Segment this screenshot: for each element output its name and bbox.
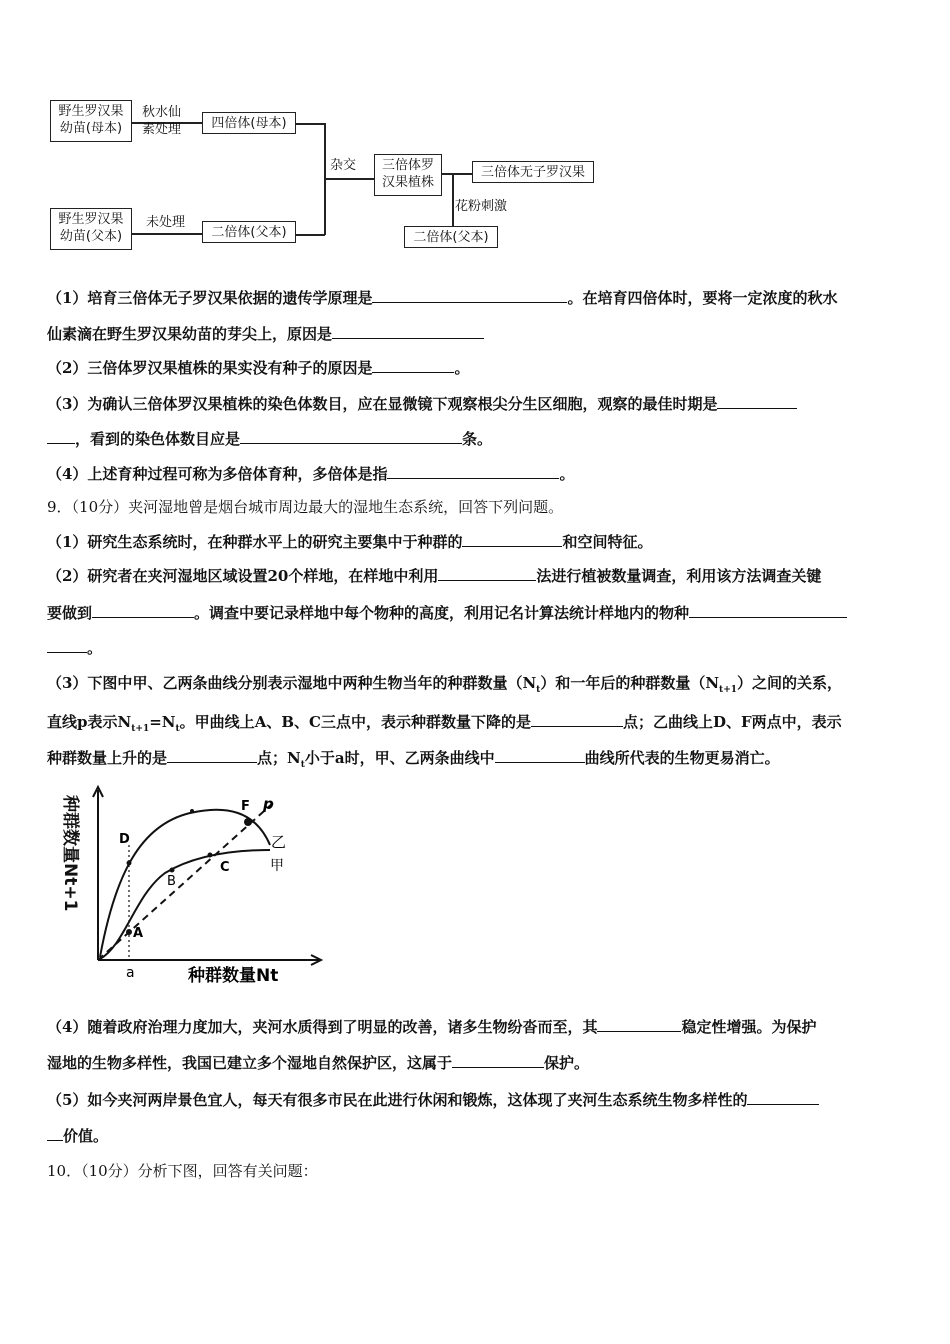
blank[interactable] (332, 323, 484, 339)
q9-line3 (47, 602, 847, 623)
point-c (208, 853, 213, 858)
box-triploid-line2: 汉果植株 (381, 175, 434, 190)
q9-p3n: 曲线所代表的生物更易消亡。 (584, 749, 780, 767)
q9-p2a: （2）研究者在夹河湿地区域设置 (47, 567, 268, 585)
q9-p3h-df: D、F (712, 713, 752, 731)
q9-p3d-p: p (77, 713, 88, 731)
q8-p3c: 条。 (462, 430, 493, 448)
q9-p2num: 20 (267, 567, 289, 585)
line-diploid-out (296, 234, 325, 236)
point-b (170, 868, 175, 873)
blank[interactable] (495, 747, 585, 763)
q8-p3b: ，看到的染色体数目应是 (75, 430, 241, 448)
box-wild-father-line1: 野生罗汉果 (58, 212, 124, 227)
q9-p3h: 点；乙曲线上 (622, 713, 713, 731)
q9-p3f: 。甲曲线上 (179, 713, 255, 731)
label-pollen: 花粉刺激 (455, 199, 508, 214)
q9-line11 (47, 1125, 108, 1146)
q8-p1c: 仙素滴在野生罗汉果幼苗的芽尖上，原因是 (47, 325, 333, 343)
q9-line7 (47, 747, 780, 775)
q8-p4a: （4）上述育种过程可称为多倍体育种，多倍体是指 (47, 465, 388, 483)
blank[interactable] (47, 637, 87, 653)
q9-p5b: 价值。 (63, 1127, 109, 1145)
blank[interactable] (747, 1089, 819, 1105)
point-a (126, 929, 132, 935)
line-to-triploid (324, 178, 374, 180)
blank[interactable] (372, 357, 454, 373)
label-yi: 乙 (271, 833, 287, 851)
q9-p1b: 和空间特征。 (562, 533, 653, 551)
q8-p2a: （2）三倍体罗汉果植株的果实没有种子的原因是 (47, 359, 373, 377)
q8-p3a: （3）为确认三倍体罗汉果植株的染色体数目，应在显微镜下观察根尖分生区细胞，观察的最佳时期是 (47, 395, 718, 413)
blank[interactable] (92, 602, 194, 618)
q8-p1a: （1）培育三倍体无子罗汉果依据的遗传学原理是 (47, 289, 373, 307)
q9-line10 (47, 1089, 819, 1110)
q9-line9 (47, 1052, 589, 1073)
box-wild-father (50, 208, 132, 250)
q9-line4 (47, 637, 102, 658)
blank[interactable] (240, 428, 462, 444)
box-diploid: 二倍体(父本) (202, 221, 296, 243)
q9-p3m: 时，甲、乙两条曲线中 (344, 749, 495, 767)
q9-p3k: 点；N (257, 749, 301, 767)
q8-line5 (47, 428, 492, 449)
label-p: p (263, 795, 274, 813)
q9-p4a: （4）随着政府治理力度加大，夹河水质得到了明显的改善，诸多生物纷沓而至，其 (47, 1018, 598, 1036)
box-triploid-plant (374, 154, 442, 196)
label-A: A (133, 926, 144, 941)
label-colchicine-line1: 秋水仙 (142, 105, 182, 120)
point-top (190, 809, 194, 813)
q9-p3f-abc: A、B、C (254, 713, 321, 731)
q9-head: 9．（10分）夹河湿地曾是烟台城市周边最大的湿地生态系统，回答下列问题。 (47, 498, 564, 516)
q9-p2f: 。 (87, 639, 103, 657)
label-C: C (220, 860, 230, 875)
blank[interactable] (689, 602, 847, 618)
q9-p1a: （1）研究生态系统时，在种群水平上的研究主要集中于种群的 (47, 533, 463, 551)
q9-p3e-sub1: t+1 (131, 724, 150, 734)
q9-p4d: 保护。 (544, 1054, 590, 1072)
box-wild-father-line2: 幼苗(父本) (59, 229, 123, 244)
q8-line3 (47, 357, 469, 378)
blank[interactable] (167, 747, 257, 763)
breeding-diagram (40, 90, 660, 260)
x-tick-a: a (126, 965, 135, 981)
label-F: F (241, 799, 250, 814)
q9-line8 (47, 1016, 816, 1037)
q9-p2e: 。调查中要记录样地中每个物种的高度，利用记名计算法统计样地内的物种 (194, 604, 690, 622)
q9-p3a: （3）下图中甲、乙两条曲线分别表示湿地中两种生物当年的种群数量（N (47, 674, 537, 692)
q9-p2b: 个样地，在样地中利用 (288, 567, 439, 585)
q9-p3i: 两点中，表示 (751, 713, 842, 731)
label-cross: 杂交 (330, 158, 357, 173)
blank[interactable] (452, 1052, 544, 1068)
chart-xlabel: 种群数量Nt (188, 966, 279, 986)
blank[interactable] (462, 531, 562, 547)
q9-p3b: ）和一年后的种群数量（N (540, 674, 720, 692)
blank[interactable] (47, 428, 75, 444)
q9-p3l-a: a (334, 749, 345, 767)
blank[interactable] (438, 565, 536, 581)
q9-p4c: 湿地的生物多样性，我国已建立多个湿地自然保护区，这属于 (47, 1054, 453, 1072)
blank[interactable] (717, 393, 797, 409)
q9-p5a: （5）如今夹河两岸景色宜人，每天有很多市民在此进行休闲和锻炼，这体现了夹河生态系统生物多样性的 (47, 1091, 748, 1109)
q9-line5 (47, 673, 842, 700)
box-wild-mother-line1: 野生罗汉果 (58, 104, 124, 119)
q8-line2 (47, 323, 484, 344)
box-wild-mother-line2: 幼苗(母本) (59, 121, 123, 136)
label-colchicine-line2: 素处理 (142, 122, 182, 137)
q9-line6 (47, 711, 842, 739)
q8-line1 (47, 287, 837, 308)
q8-p2b: 。 (454, 359, 470, 377)
arrow-to-seedless (442, 173, 472, 175)
q9-p2d: 要做到 (47, 604, 93, 622)
q8-line4 (47, 393, 797, 414)
q9-p3l: 小于 (304, 749, 335, 767)
q9-p3c: ）之间的关系， (737, 674, 843, 692)
blank[interactable] (372, 287, 567, 303)
population-chart (55, 785, 325, 1000)
q9-p3e-n1: N (117, 713, 132, 731)
line-tetra-out (296, 123, 325, 125)
blank[interactable] (597, 1016, 681, 1032)
box-wild-mother (50, 100, 132, 142)
q9-line1 (47, 531, 652, 552)
point-f (244, 818, 252, 826)
q9-p3a-sub: t (536, 685, 541, 695)
label-untreated: 未处理 (146, 215, 186, 230)
blank[interactable] (531, 711, 623, 727)
arrow-untreated (132, 233, 202, 235)
q9-p3b-sub: t+1 (719, 685, 738, 695)
q10-head: 10．（10分）分析下图，回答有关问题： (47, 1162, 318, 1180)
q8-p1b: 。在培育四倍体时，要将一定浓度的秋水 (567, 289, 838, 307)
label-colchicine (142, 104, 181, 138)
box-triploid-line1: 三倍体罗 (381, 158, 434, 173)
q9-p3e: 表示 (87, 713, 118, 731)
chart-ylabel: 种群数量Nt+1 (60, 795, 80, 912)
q9-p3e-eq: =N (149, 713, 176, 731)
line-p (98, 803, 273, 960)
curve-jia (100, 850, 270, 959)
q9-p3g: 三点中，表示种群数量下降的是 (320, 713, 531, 731)
q8-line6 (47, 463, 574, 484)
q9-p4b: 稳定性增强。为保护 (681, 1018, 817, 1036)
blank[interactable] (387, 463, 559, 479)
box-seedless: 三倍体无子罗汉果 (472, 161, 594, 183)
label-jia: 甲 (270, 858, 284, 874)
q9-p3e-sub2: t (175, 724, 180, 734)
q9-p3k-sub: t (300, 760, 305, 770)
q9-p3d: 直线 (47, 713, 78, 731)
label-B: B (167, 874, 176, 889)
arrow-pollen (452, 174, 454, 226)
box-tetraploid: 四倍体(母本) (202, 112, 296, 134)
blank[interactable] (47, 1125, 63, 1141)
label-D: D (119, 832, 130, 847)
q9-line2 (47, 565, 821, 586)
point-d (127, 861, 132, 866)
q9-p2c: 法进行植被数量调查，利用该方法调查关键 (536, 567, 822, 585)
q9-p3j: 种群数量上升的是 (47, 749, 168, 767)
box-diploid-2: 二倍体(父本) (404, 226, 498, 248)
q8-p4b: 。 (559, 465, 575, 483)
